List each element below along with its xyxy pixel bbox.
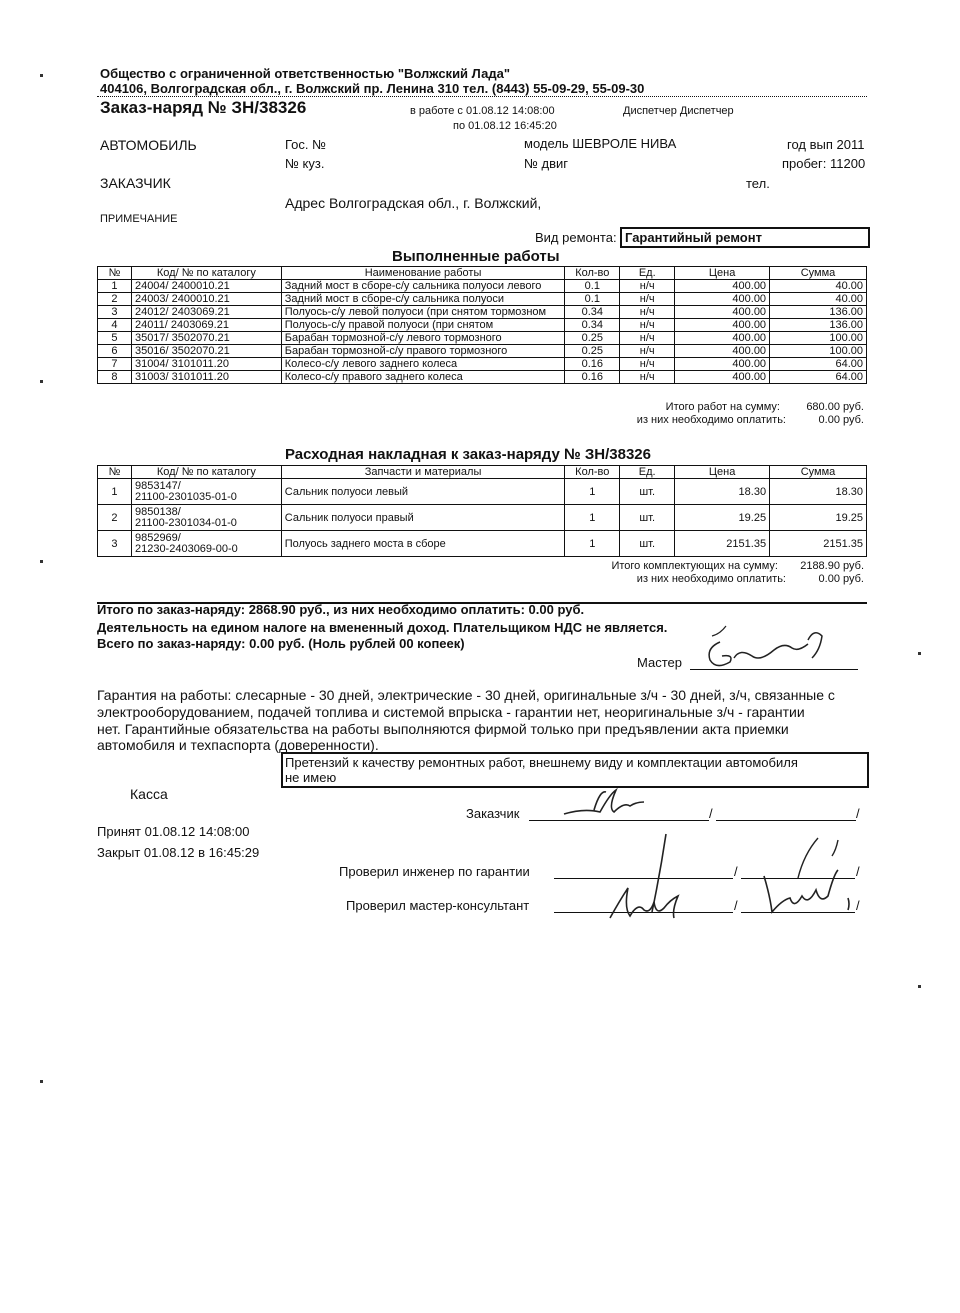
engineer-slash: / [734,864,738,879]
consultant-signature [600,880,690,922]
works-col-n: № [98,267,132,280]
cell-qty: 0.25 [565,345,620,358]
cell-qty: 1 [565,531,620,557]
cell-qty: 0.1 [565,293,620,306]
cell-sum: 136.00 [770,319,867,332]
company-name: Общество с ограниченной ответственностью "Волжский Лада" [100,66,510,81]
car-model: модель ШЕВРОЛЕ НИВА [524,136,677,151]
works-table [97,266,867,384]
cell-sum: 100.00 [770,345,867,358]
table-row [98,280,867,293]
car-year: год вып 2011 [787,137,865,152]
cell-name: Сальник полуоси правый [281,505,565,531]
parts-title: Расходная накладная к заказ-наряду № ЗН/38326 [285,446,651,463]
code-line-2: 21100-2301035-01-0 [134,490,237,503]
cell-qty: 0.1 [565,280,620,293]
cell-sum: 136.00 [770,306,867,319]
cell-sum: 64.00 [770,358,867,371]
cell-sum: 100.00 [770,332,867,345]
parts-col-qty: Кол-во [565,466,620,479]
cell-price: 400.00 [675,358,770,371]
cell-qty: 1 [565,479,620,505]
company-address: 404106, Волгоградская обл., г. Волжский пр. Ленина 310 тел. (8443) 55-09-29, 55-09-30 [100,81,645,96]
scan-speck [40,74,43,77]
cell-name: Колесо-с/у правого заднего колеса [281,371,565,384]
kassa-label: Касса [130,786,168,802]
parts-to-pay-label: из них необходимо оплатить: [636,573,786,585]
works-col-qty: Кол-во [565,267,620,280]
cell-code: 31003/ 3101011.20 [131,371,281,384]
cell-n: 6 [98,345,132,358]
customer-slash: / [709,806,713,821]
works-col-unit: Ед. [620,267,675,280]
parts-total-value: 2188.90 руб. [800,560,864,572]
cell-n: 1 [98,280,132,293]
claims-line-2: не имею [285,770,337,785]
parts-col-unit: Ед. [620,466,675,479]
parts-col-name: Запчасти и материалы [281,466,565,479]
table-row [98,479,867,505]
note-label: ПРИМЕЧАНИЕ [100,213,178,225]
warranty-line-1: Гарантия на работы: слесарные - 30 дней, электрические - 30 дней, оригинальные з/ч - 30 дней, з/ч, связанные с [97,687,835,703]
master-signature [690,618,830,674]
cell-unit: н/ч [620,345,675,358]
cell-sum: 18.30 [770,479,867,505]
parts-table [97,465,867,557]
works-col-name: Наименование работы [281,267,565,280]
car-label: АВТОМОБИЛЬ [100,137,197,153]
cell-n: 2 [98,293,132,306]
cell-price: 400.00 [675,319,770,332]
cell-price: 400.00 [675,293,770,306]
summary-grand-total: Всего по заказ-наряду: 0.00 руб. (Ноль рублей 00 копеек) [97,636,465,651]
consultant-label: Проверил мастер-консультант [346,898,530,913]
engineer-label: Проверил инженер по гарантии [339,864,530,879]
parts-col-price: Цена [675,466,770,479]
repair-type-value: Гарантийный ремонт [625,230,762,245]
cell-qty: 1 [565,505,620,531]
customer-label: ЗАКАЗЧИК [100,175,171,191]
cell-code [131,505,281,531]
cell-code: 35017/ 3502070.21 [131,332,281,345]
cell-qty: 0.16 [565,358,620,371]
table-row [98,306,867,319]
cell-unit: шт. [620,505,675,531]
cell-n: 5 [98,332,132,345]
cell-n: 3 [98,531,132,557]
code-line-1: 9850138/ [134,505,181,518]
cell-price: 2151.35 [675,531,770,557]
car-mileage: пробег: 11200 [782,156,866,171]
cell-unit: н/ч [620,306,675,319]
scan-speck [40,380,43,383]
cell-sum: 64.00 [770,371,867,384]
parts-header-row [98,466,867,479]
cell-n: 2 [98,505,132,531]
cell-name: Задний мост в сборе-с/у сальника полуоси [281,293,565,306]
cell-n: 3 [98,306,132,319]
cell-n: 4 [98,319,132,332]
repair-type-label: Вид ремонта: [535,230,617,245]
cell-unit: н/ч [620,371,675,384]
scan-speck [40,560,43,563]
consultant-signature-2 [760,868,860,920]
code-line-2: 21100-2301034-01-0 [134,516,237,529]
cell-sum: 40.00 [770,280,867,293]
summary-total: Итого по заказ-наряду: 2868.90 руб., из них необходимо оплатить: 0.00 руб. [97,602,585,617]
cell-code: 35016/ 3502070.21 [131,345,281,358]
cell-name: Барабан тормозной-с/у правого тормозного [281,345,565,358]
parts-col-code: Код/ № по каталогу [131,466,281,479]
code-line-1: 9853147/ [134,479,181,492]
cell-unit: н/ч [620,293,675,306]
master-label: Мастер [637,655,682,670]
table-row [98,319,867,332]
warranty-line-3: нет. Гарантийные обязательства на работы выполняются фирмой только при предъявлении акта приемки [97,721,789,737]
car-gos-no: Гос. № [285,137,327,152]
cell-price: 400.00 [675,371,770,384]
cell-n: 7 [98,358,132,371]
scan-speck [918,985,921,988]
consultant-slash: / [734,898,738,913]
table-row [98,531,867,557]
table-row [98,505,867,531]
order-in-work: в работе с 01.08.12 14:08:00 [410,105,555,117]
repair-type-box [620,227,870,248]
customer-sign-label: Заказчик [466,806,520,821]
customer-phone: тел. [746,176,770,191]
cell-unit: н/ч [620,358,675,371]
cell-price: 19.25 [675,505,770,531]
closed-date: Закрыт 01.08.12 в 16:45:29 [97,845,260,860]
table-row [98,371,867,384]
cell-name: Колесо-с/у левого заднего колеса [281,358,565,371]
car-body-no: № куз. [285,156,325,171]
code-line-2: 21230-2403069-00-0 [134,542,238,555]
cell-name: Полуось заднего моста в сборе [281,531,565,557]
parts-to-pay-value: 0.00 руб. [818,573,864,585]
cell-price: 400.00 [675,306,770,319]
consultant-slash-end: / [856,898,860,913]
parts-col-n: № [98,466,132,479]
cell-price: 18.30 [675,479,770,505]
cell-sum: 40.00 [770,293,867,306]
works-to-pay-label: из них необходимо оплатить: [636,414,786,426]
accepted-date: Принят 01.08.12 14:08:00 [97,824,250,839]
cell-qty: 0.34 [565,319,620,332]
cell-unit: шт. [620,531,675,557]
cell-name: Сальник полуоси левый [281,479,565,505]
header-divider [97,96,867,97]
cell-name: Задний мост в сборе-с/у сальника полуоси левого [281,280,565,293]
order-title: Заказ-наряд № ЗН/38326 [100,98,307,117]
customer-slash-end: / [856,806,860,821]
table-row [98,345,867,358]
warranty-line-4: автомобиля и техпаспорта (доверенности). [97,737,379,753]
table-row [98,293,867,306]
cell-price: 400.00 [675,345,770,358]
cell-code [131,531,281,557]
cell-name: Полуось-с/у левой полуоси (при снятом тормозном [281,306,565,319]
works-col-price: Цена [675,267,770,280]
engineer-slash-end: / [856,864,860,879]
customer-name-line [716,820,856,821]
customer-signature [560,782,650,824]
cell-unit: шт. [620,479,675,505]
cell-code: 24012/ 2403069.21 [131,306,281,319]
cell-code: 24011/ 2403069.21 [131,319,281,332]
works-total-value: 680.00 руб. [806,401,864,413]
works-total-label: Итого работ на сумму: [665,401,780,413]
cell-unit: н/ч [620,280,675,293]
claims-line-1: Претензий к качеству ремонтных работ, внешнему виду и комплектации автомобиля [285,755,798,770]
cell-qty: 0.34 [565,306,620,319]
table-row [98,332,867,345]
cell-qty: 0.25 [565,332,620,345]
cell-qty: 0.16 [565,371,620,384]
cell-code: 24004/ 2400010.21 [131,280,281,293]
cell-code [131,479,281,505]
scan-speck [918,652,921,655]
parts-col-sum: Сумма [770,466,867,479]
cell-sum: 19.25 [770,505,867,531]
cell-n: 1 [98,479,132,505]
table-row [98,358,867,371]
cell-code: 24003/ 2400010.21 [131,293,281,306]
summary-tax-note: Деятельность на едином налоге на вмененный доход. Плательщиком НДС не является. [97,620,668,635]
works-title: Выполненные работы [392,248,560,265]
cell-sum: 2151.35 [770,531,867,557]
car-engine-no: № двиг [524,156,569,171]
code-line-1: 9852969/ [134,531,181,544]
customer-address: Адрес Волгоградская обл., г. Волжский, [285,195,542,211]
order-dispatcher: Диспетчер Диспетчер [623,105,734,117]
cell-price: 400.00 [675,280,770,293]
scan-speck [40,1080,43,1083]
works-to-pay-value: 0.00 руб. [818,414,864,426]
cell-n: 8 [98,371,132,384]
works-col-sum: Сумма [770,267,867,280]
order-until: по 01.08.12 16:45:20 [453,120,557,132]
cell-unit: н/ч [620,332,675,345]
cell-name: Барабан тормозной-с/у левого тормозного [281,332,565,345]
cell-unit: н/ч [620,319,675,332]
warranty-line-2: электрооборудованием, подачей топлива и системой впрыска - гарантии нет, неоригинальные з/ч - гарантии [97,704,805,720]
cell-price: 400.00 [675,332,770,345]
parts-total-label: Итого комплектующих на сумму: [611,560,778,572]
works-col-code: Код/ № по каталогу [131,267,281,280]
cell-code: 31004/ 3101011.20 [131,358,281,371]
works-header-row [98,267,867,280]
cell-name: Полуось-с/у правой полуоси (при снятом [281,319,565,332]
